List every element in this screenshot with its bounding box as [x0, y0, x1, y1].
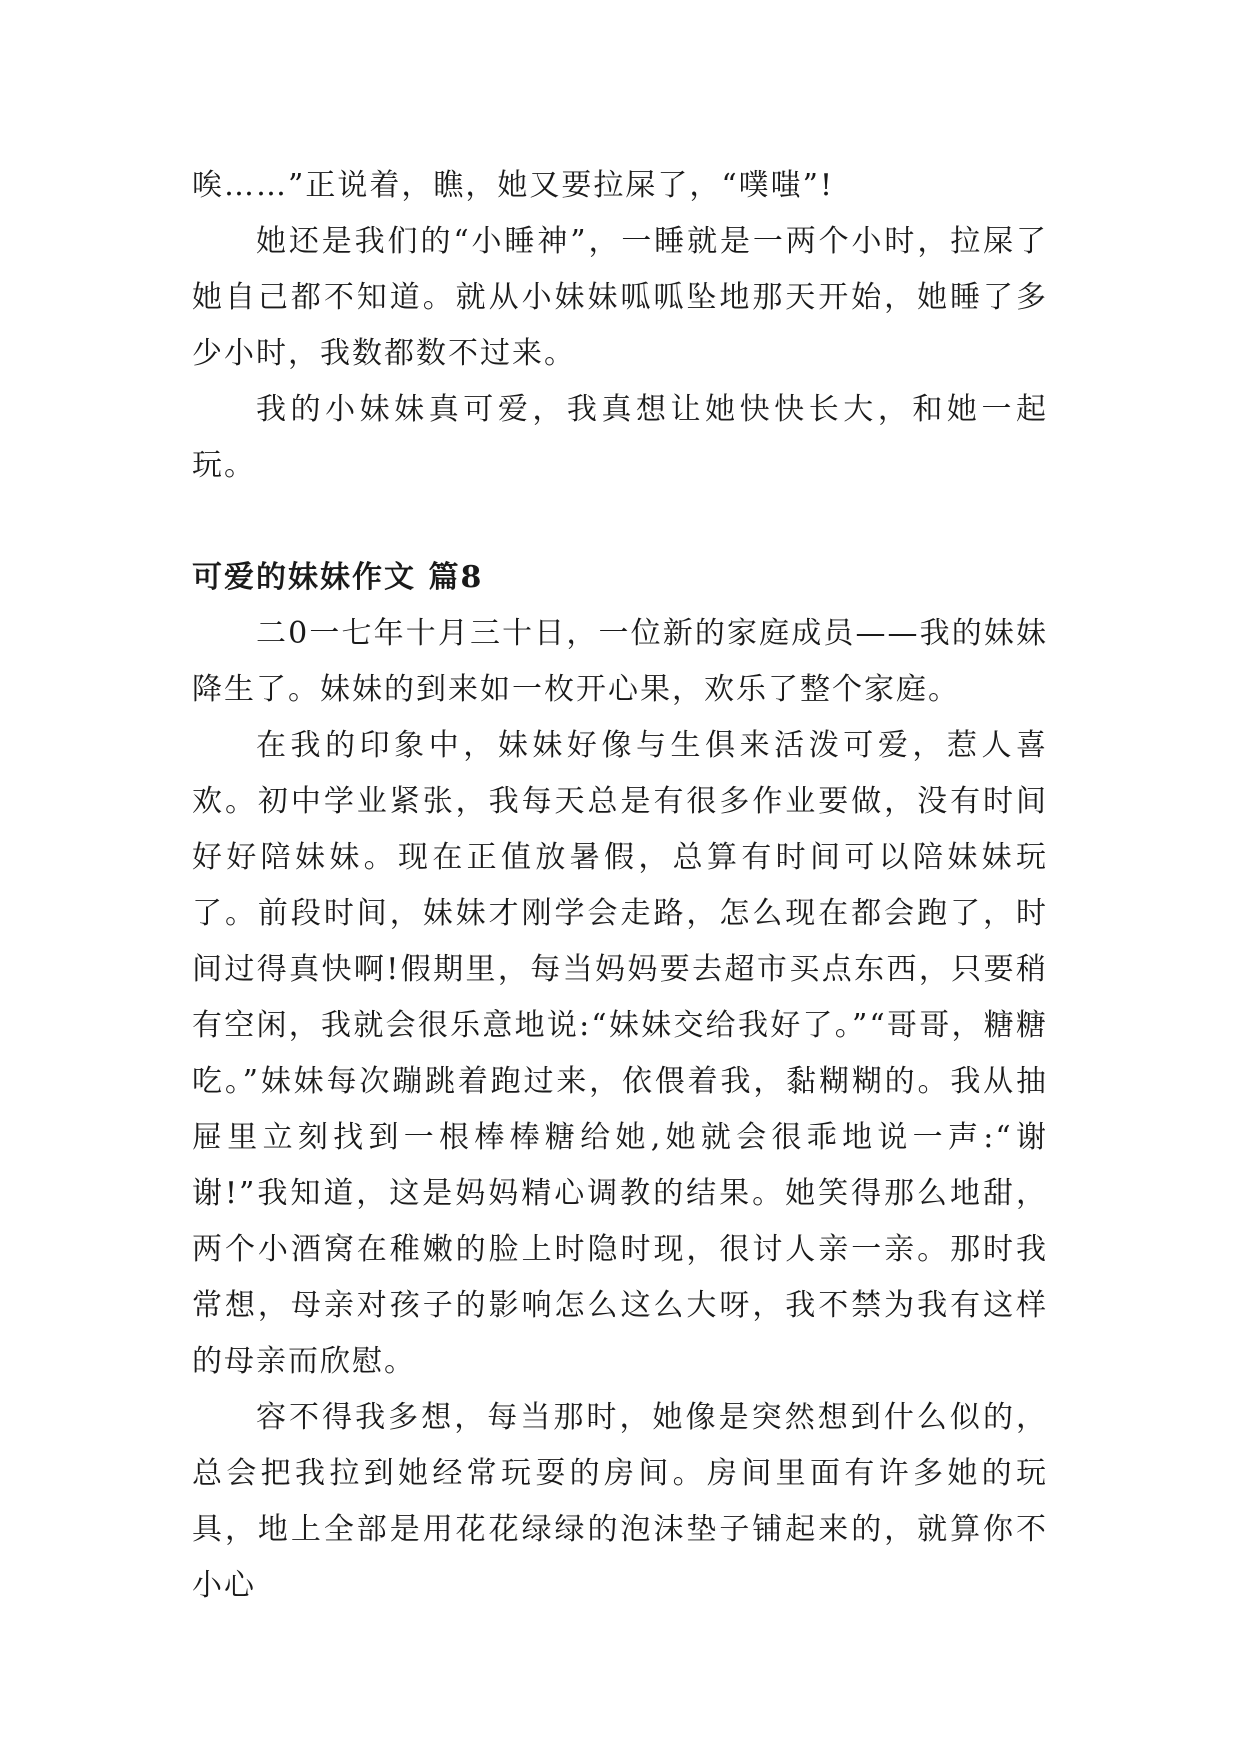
paragraph: 唉……”正说着，瞧，她又要拉屎了，“噗嗤”! — [192, 168, 835, 203]
document-body — [192, 158, 1048, 1614]
section-spacer — [192, 494, 1048, 550]
paragraph: 她还是我们的“小睡神”，一睡就是一两个小时，拉屎了她自己都不知道。就从小妹妹呱呱坠地那天开始，她睡了多少小时，我数都数不过来。 — [192, 224, 1048, 371]
paragraph: 容不得我多想，每当那时，她像是突然想到什么似的，总会把我拉到她经常玩耍的房间。房间里面有许多她的玩具，地上全部是用花花绿绿的泡沫垫子铺起来的，就算你不小心 — [192, 1400, 1048, 1603]
section-title: 可爱的妹妹作文 篇8 — [192, 560, 484, 595]
paragraph: 我的小妹妹真可爱，我真想让她快快长大，和她一起玩。 — [192, 392, 1048, 483]
paragraph: 二0一七年十月三十日，一位新的家庭成员——我的妹妹降生了。妹妹的到来如一枚开心果，欢乐了整个家庭。 — [192, 616, 1048, 707]
paragraph: 在我的印象中，妹妹好像与生俱来活泼可爱，惹人喜欢。初中学业紧张，我每天总是有很多作业要做，没有时间好好陪妹妹。现在正值放暑假，总算有时间可以陪妹妹玩了。前段时间，妹妹才刚学会走路，怎么现在都会跑了，时间过得真快啊!假期里，每当妈妈要去超市买点东西，只要稍有空闲，我就会很乐意地说:“妹妹交给我好了。”“哥哥，糖糖吃。”妹妹每次蹦跳着跑过来，依偎着我，黏糊糊的。我从抽屉里立刻找到一根棒棒糖给她,她就会很乖地说一声:“谢谢!”我知道，这是妈妈精心调教的结果。她笑得那么地甜，两个小酒窝在稚嫩的脸上时隐时现，很讨人亲一亲。那时我常想，母亲对孩子的影响怎么这么大呀，我不禁为我有这样的母亲而欣慰。 — [192, 728, 1048, 1379]
